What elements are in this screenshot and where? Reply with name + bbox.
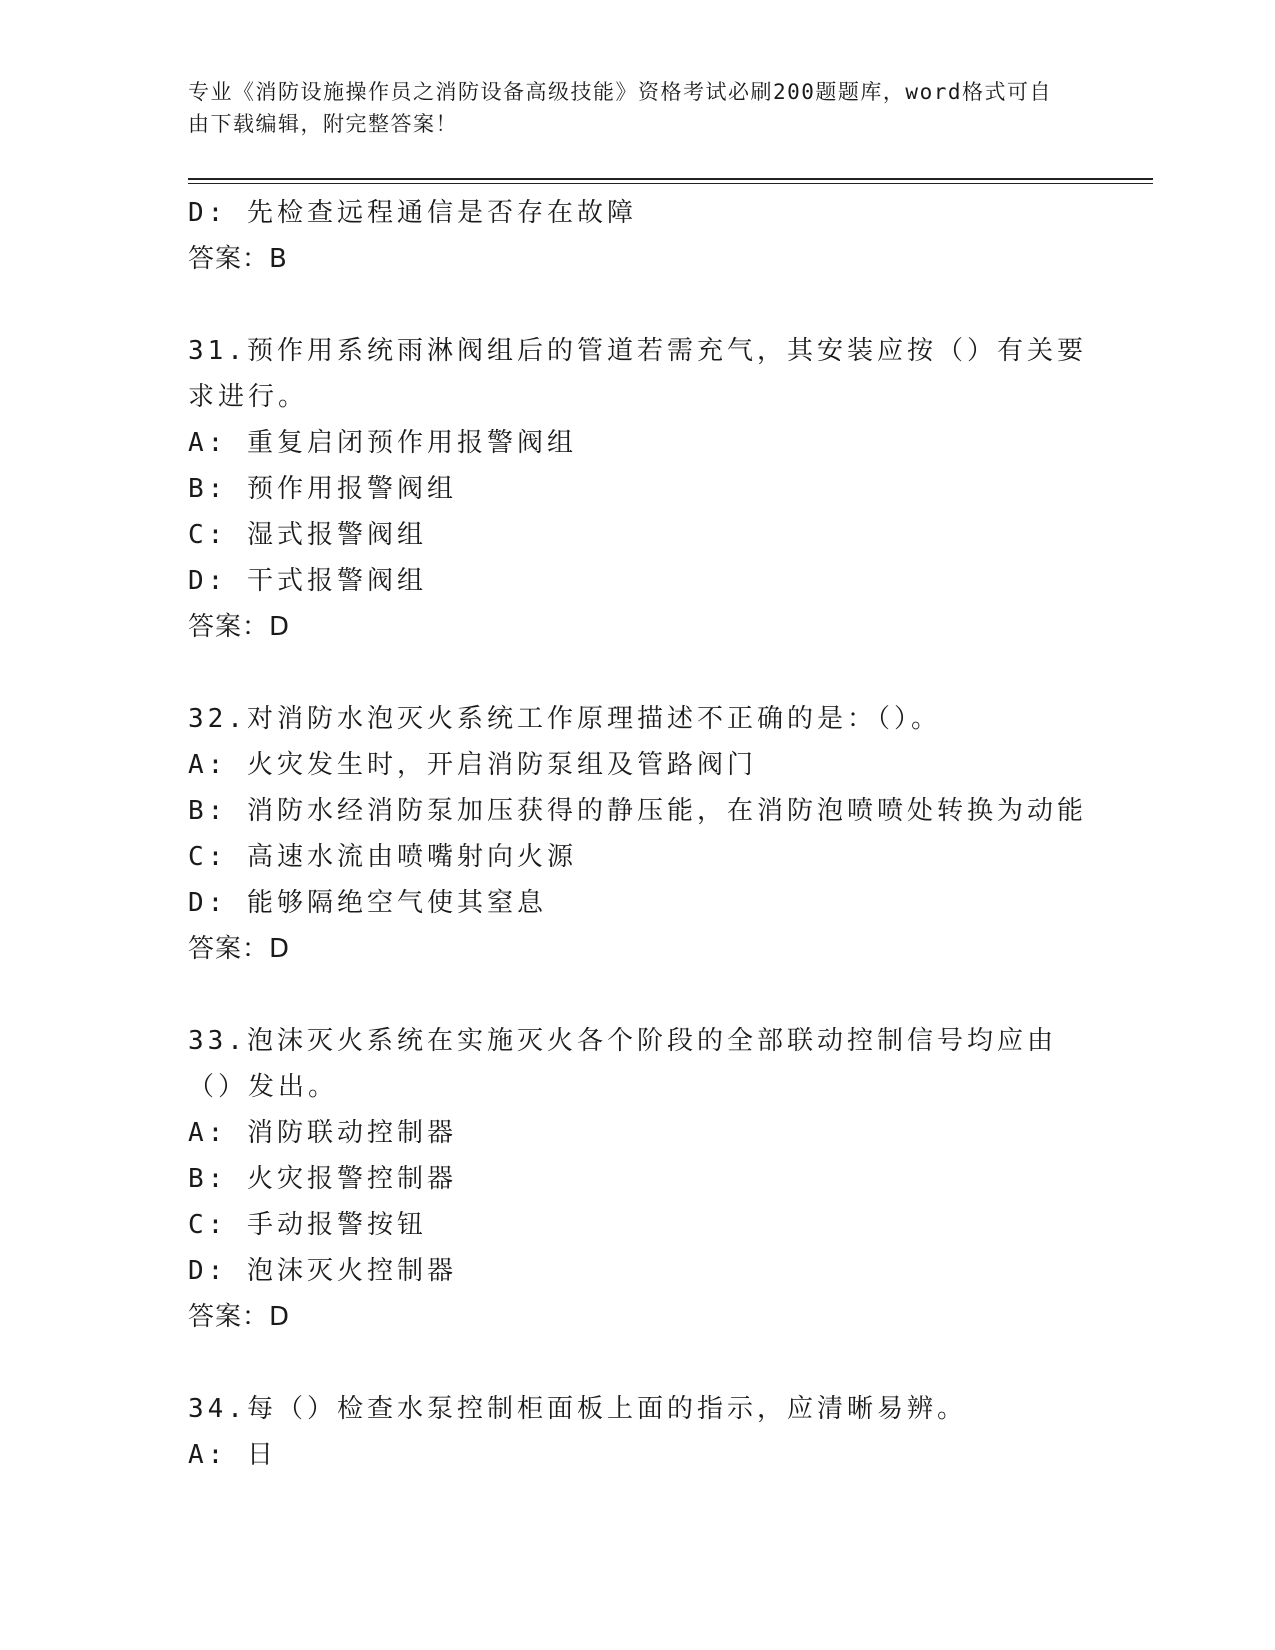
question-text: 31.预作用系统雨淋阀组后的管道若需充气，其安装应按（）有关要求进行。	[188, 336, 1087, 412]
question-text: 32.对消防水泡灭火系统工作原理描述不正确的是：（）。	[188, 704, 941, 734]
option-a: A: 日	[188, 1440, 277, 1470]
header-divider	[188, 178, 1153, 184]
question-33	[188, 1018, 1088, 1340]
option-a: A: 重复启闭预作用报警阀组	[188, 428, 577, 458]
question-text: 33.泡沫灭火系统在实施灭火各个阶段的全部联动控制信号均应由（）发出。	[188, 1026, 1057, 1102]
answer-line: 答案：D	[188, 612, 291, 642]
document-header: 专业《消防设施操作员之消防设备高级技能》资格考试必刷200题题库，word格式可自由下载编辑，附完整答案！	[188, 80, 1052, 136]
question-31	[188, 328, 1088, 650]
answer-line: 答案：D	[188, 934, 291, 964]
option-b: B: 火灾报警控制器	[188, 1164, 457, 1194]
option-d: D: 能够隔绝空气使其窒息	[188, 888, 547, 918]
option-d: D: 干式报警阀组	[188, 566, 427, 596]
option-a: A: 火灾发生时，开启消防泵组及管路阀门	[188, 750, 757, 780]
option-b: B: 消防水经消防泵加压获得的静压能，在消防泡喷喷处转换为动能	[188, 796, 1087, 826]
answer-line: 答案：D	[188, 1302, 291, 1332]
option-b: B: 预作用报警阀组	[188, 474, 457, 504]
option-d: D: 先检查远程通信是否存在故障	[188, 198, 637, 228]
option-d: D: 泡沫灭火控制器	[188, 1256, 457, 1286]
option-c: C: 高速水流由喷嘴射向火源	[188, 842, 577, 872]
option-a: A: 消防联动控制器	[188, 1118, 457, 1148]
question-text: 34.每（）检查水泵控制柜面板上面的指示，应清晰易辨。	[188, 1394, 967, 1424]
option-c: C: 湿式报警阀组	[188, 520, 427, 550]
answer-line: 答案：B	[188, 244, 288, 274]
question-34	[188, 1386, 1088, 1478]
question-32	[188, 696, 1088, 972]
document-body	[188, 190, 1088, 1478]
option-c: C: 手动报警按钮	[188, 1210, 427, 1240]
